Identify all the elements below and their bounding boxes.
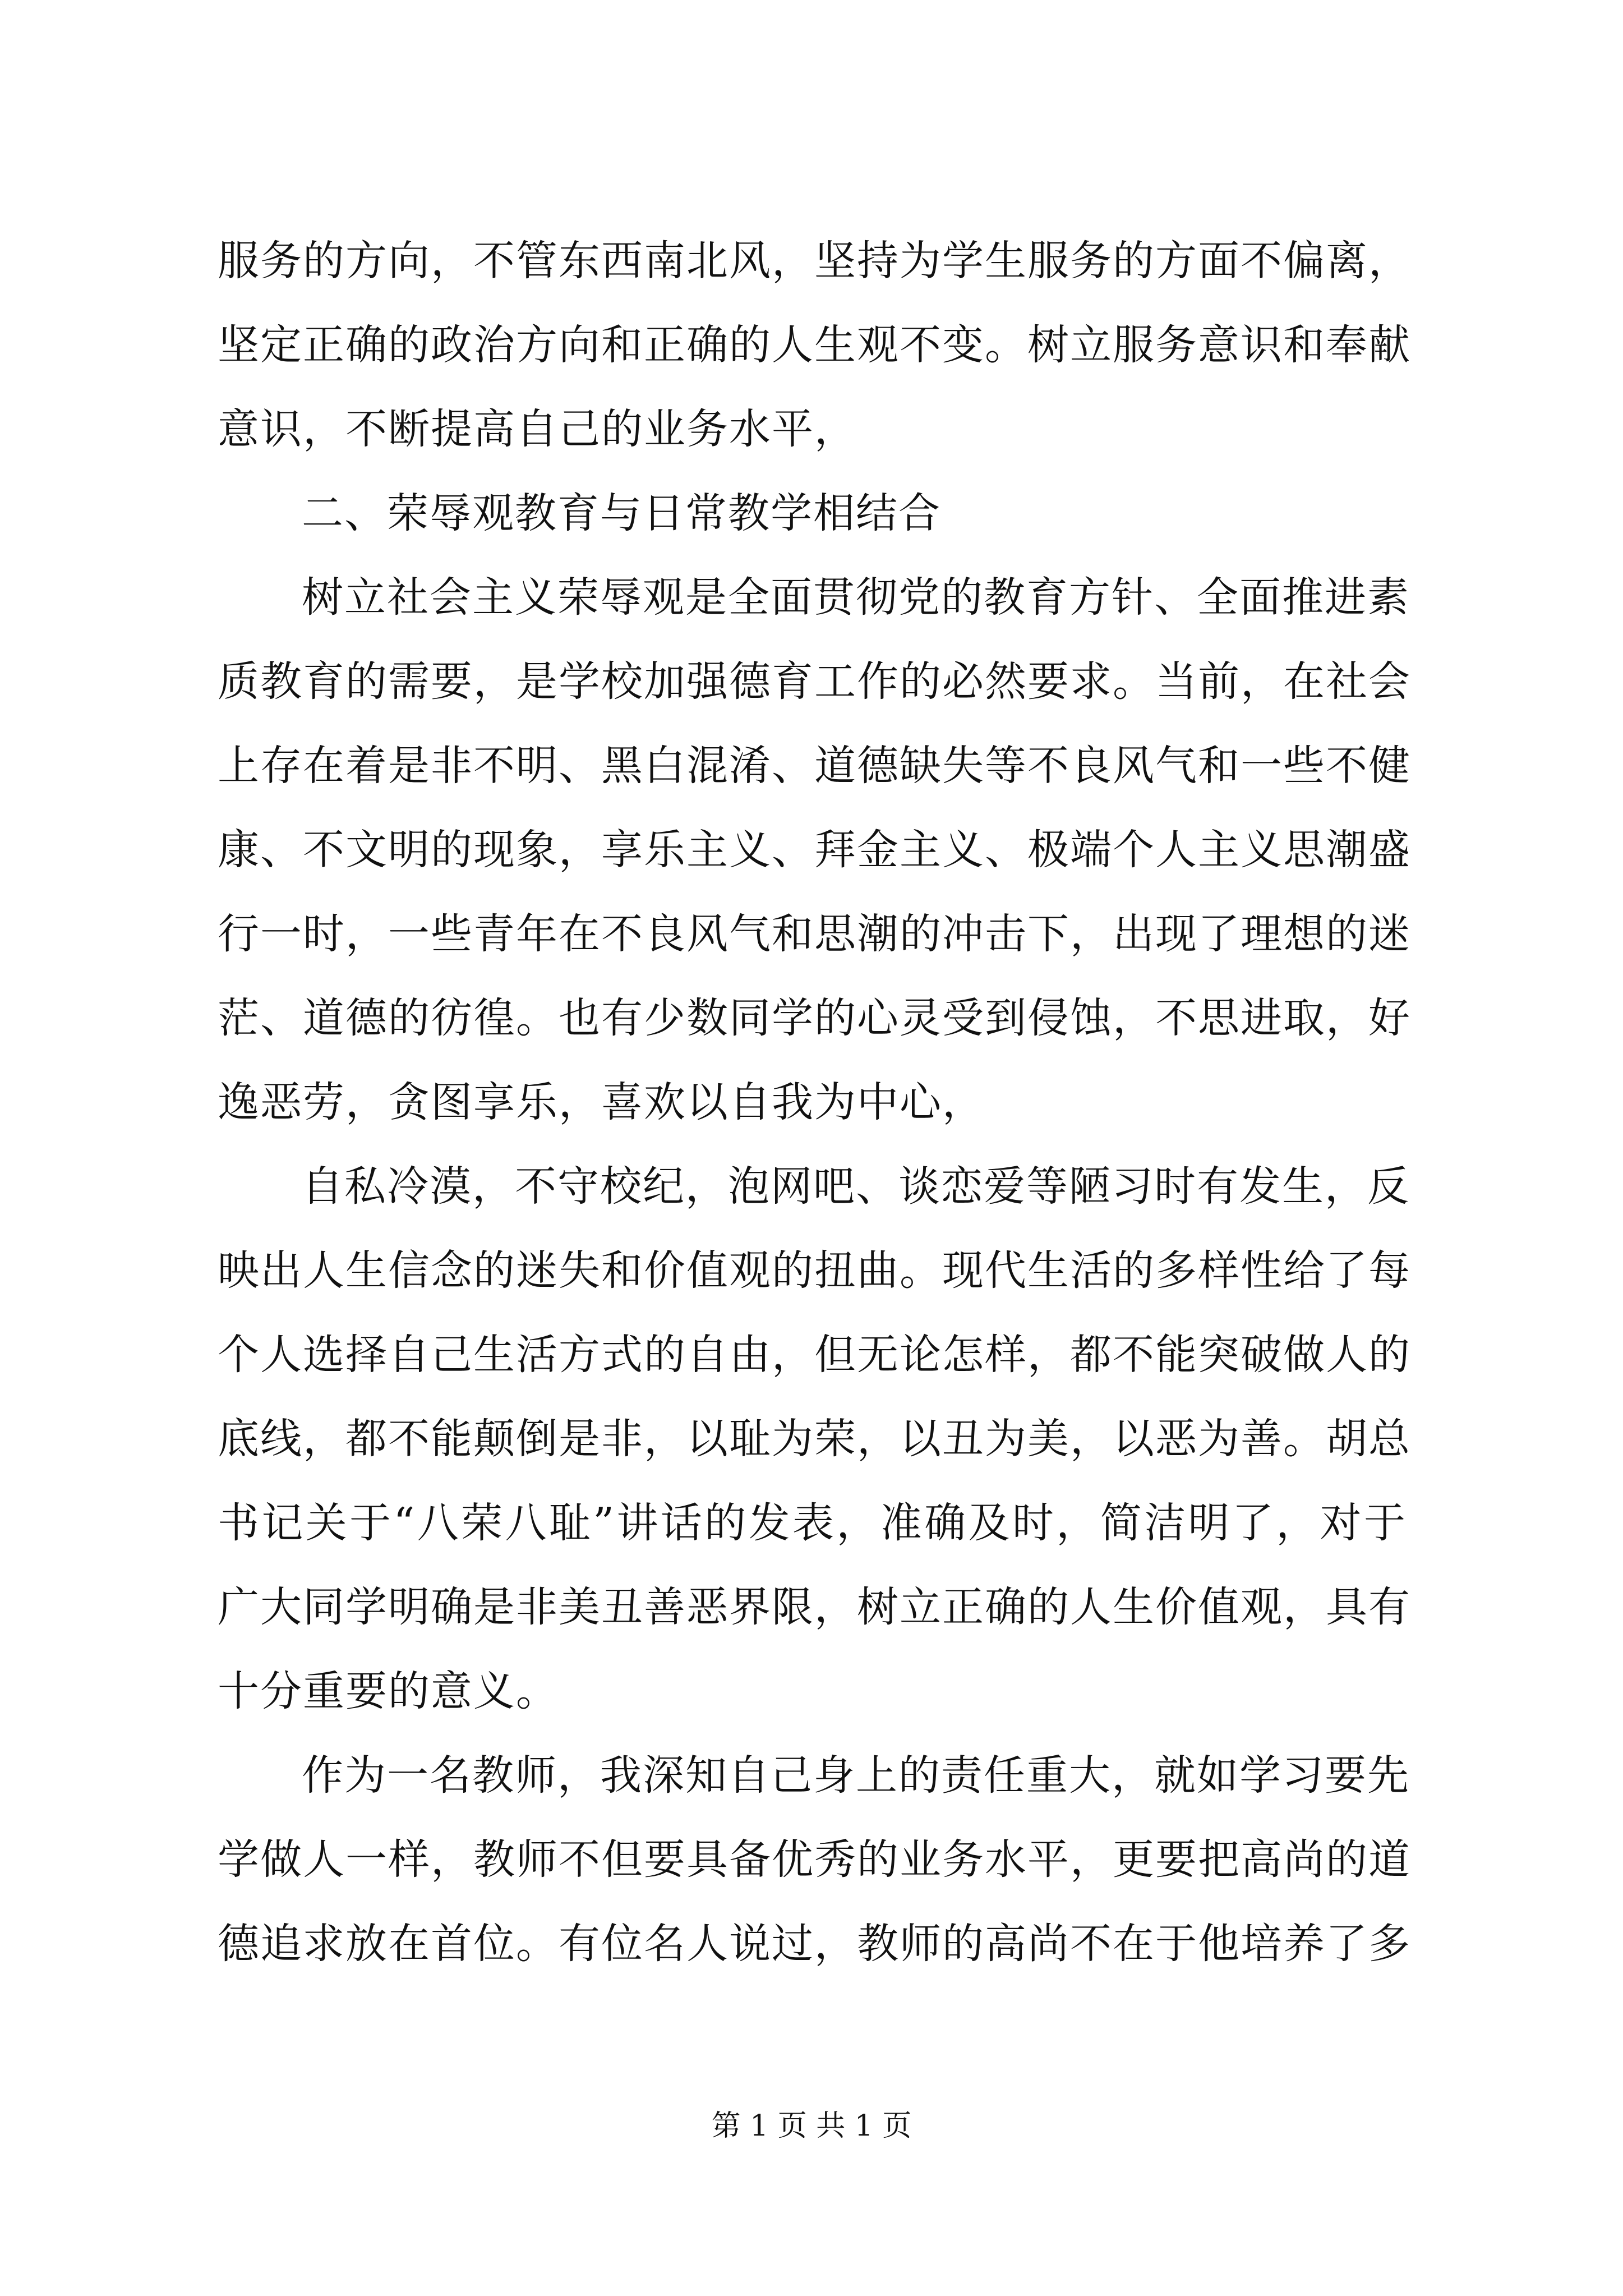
section-heading: 二、荣辱观教育与日常教学相结合 [302,489,941,537]
text-line: 底线，都不能颠倒是非，以耻为荣，以丑为美，以恶为善。胡总 [218,1415,1411,1463]
text-line: 行一时，一些青年在不良风气和思潮的冲击下，出现了理想的迷 [218,910,1411,958]
text-line: 树立社会主义荣辱观是全面贯彻党的教育方针、全面推进素 [302,573,1410,622]
page-number-label: 第 1 页 共 1 页 [711,2109,912,2143]
text-line: 书记关于“八荣八耻”讲话的发表，准确及时，简洁明了，对于 [218,1499,1407,1547]
text-line: 映出人生信念的迷失和价值观的扭曲。现代生活的多样性给了每 [218,1246,1411,1295]
text-line: 服务的方向，不管东西南北风，坚持为学生服务的方面不偏离， [218,237,1411,285]
text-line: 作为一名教师，我深知自己身上的责任重大，就如学习要先 [302,1751,1410,1800]
text-line: 学做人一样，教师不但要具备优秀的业务水平，更要把高尚的道 [218,1835,1411,1884]
text-line: 十分重要的意义。 [218,1667,559,1715]
page-footer [0,2104,1623,2148]
text-line: 茫、道德的彷徨。也有少数同学的心灵受到侵蚀，不思进取，好 [218,994,1411,1042]
text-line: 康、不文明的现象，享乐主义、拜金主义、极端个人主义思潮盛 [218,826,1411,874]
text-line: 坚定正确的政治方向和正确的人生观不变。树立服务意识和奉献 [218,321,1411,369]
text-line: 上存在着是非不明、黑白混淆、道德缺失等不良风气和一些不健 [218,742,1411,790]
text-line: 自私冷漠，不守校纪，泡网吧、谈恋爱等陋习时有发生，反 [302,1162,1410,1211]
text-line: 逸恶劳，贪图享乐，喜欢以自我为中心， [218,1078,985,1126]
text-line: 意识，不断提高自己的业务水平， [218,405,857,453]
text-line: 质教育的需要，是学校加强德育工作的必然要求。当前，在社会 [218,657,1411,706]
text-line: 个人选择自己生活方式的自由，但无论怎样，都不能突破做人的 [218,1331,1411,1379]
document-body [218,219,1411,1986]
text-line: 广大同学明确是非美丑善恶界限，树立正确的人生价值观，具有 [218,1583,1411,1631]
text-line: 德追求放在首位。有位名人说过，教师的高尚不在于他培养了多 [218,1920,1411,1968]
